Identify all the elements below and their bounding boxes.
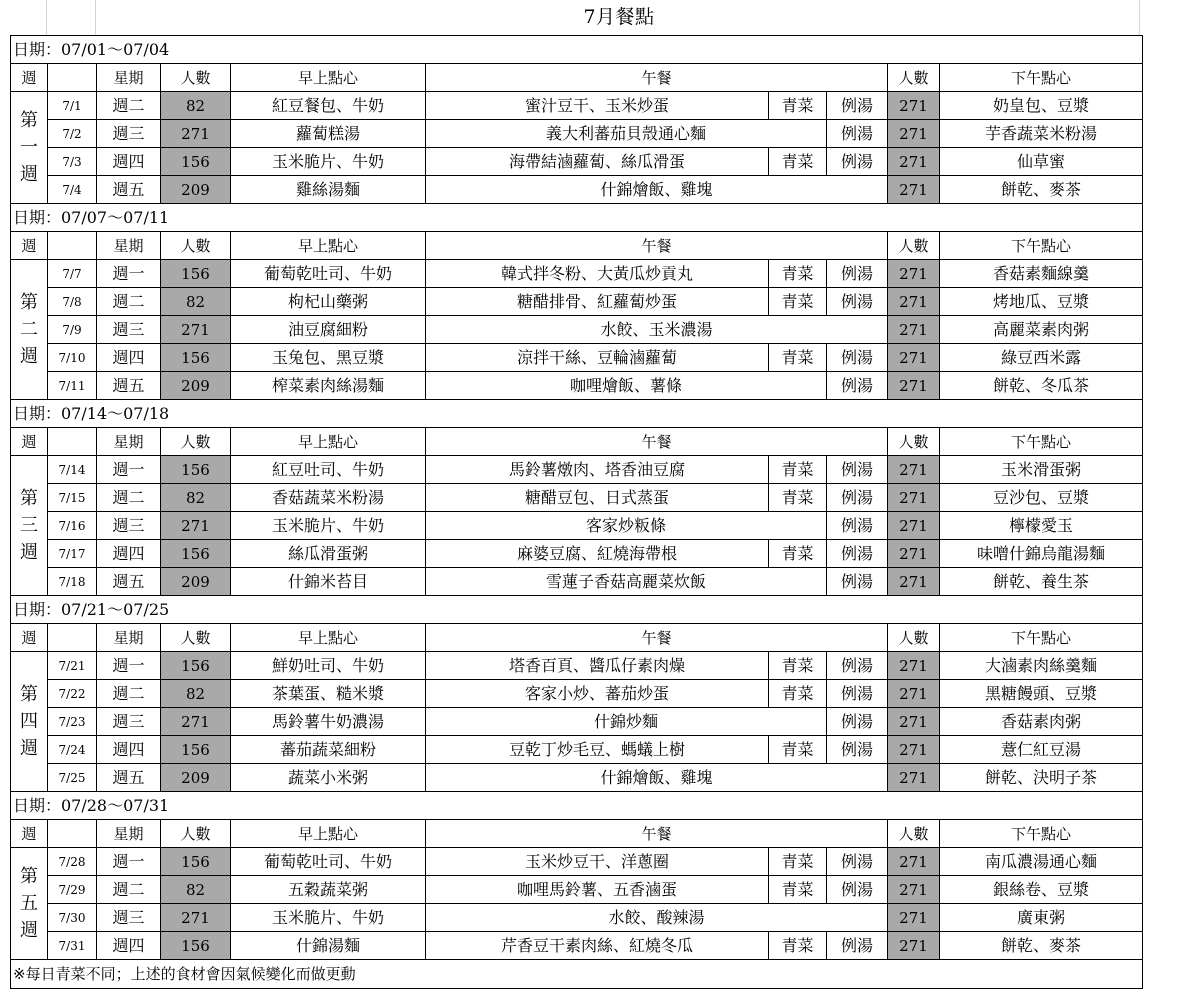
date-range: 日期：07/21～07/25 <box>11 596 1143 624</box>
table-row <box>11 120 1143 148</box>
soup-cell: 例湯 <box>827 876 888 904</box>
weekday-cell: 週四 <box>97 736 161 764</box>
menu-table <box>10 35 1143 989</box>
date-range-row <box>11 792 1143 820</box>
header-count2: 人數 <box>888 428 940 456</box>
date-cell: 7/17 <box>48 540 97 568</box>
count2-cell: 271 <box>888 876 940 904</box>
count2-cell: 271 <box>888 176 940 204</box>
date-cell: 7/21 <box>48 652 97 680</box>
lunch-cell: 馬鈴薯燉肉、塔香油豆腐 <box>426 456 769 484</box>
weekday-cell: 週五 <box>97 764 161 792</box>
snack-cell: 餅乾、冬瓜茶 <box>940 372 1143 400</box>
snack-cell: 綠豆西米露 <box>940 344 1143 372</box>
header-snack: 下午點心 <box>940 624 1143 652</box>
table-row <box>11 316 1143 344</box>
count-cell: 156 <box>161 652 231 680</box>
header-week: 週 <box>11 624 48 652</box>
header-breakfast: 早上點心 <box>231 820 426 848</box>
date-range: 日期：07/07～07/11 <box>11 204 1143 232</box>
soup-cell: 例湯 <box>827 456 888 484</box>
header-count: 人數 <box>161 624 231 652</box>
soup-cell: 例湯 <box>827 680 888 708</box>
lunch-cell: 芹香豆干素肉絲、紅燒冬瓜 <box>426 932 769 960</box>
soup-cell: 例湯 <box>827 848 888 876</box>
count-cell: 271 <box>161 904 231 932</box>
table-row <box>11 876 1143 904</box>
header-count: 人數 <box>161 820 231 848</box>
veg-cell: 青菜 <box>769 652 827 680</box>
count-cell: 82 <box>161 484 231 512</box>
header-count: 人數 <box>161 232 231 260</box>
breakfast-cell: 榨菜素肉絲湯麵 <box>231 372 426 400</box>
count-cell: 156 <box>161 736 231 764</box>
count-cell: 82 <box>161 92 231 120</box>
table-row <box>11 764 1143 792</box>
weekday-cell: 週三 <box>97 120 161 148</box>
table-row <box>11 540 1143 568</box>
table-row <box>11 372 1143 400</box>
count-cell: 271 <box>161 708 231 736</box>
lunch-cell: 水餃、玉米濃湯 <box>426 316 888 344</box>
weekday-cell: 週四 <box>97 148 161 176</box>
veg-cell: 青菜 <box>769 456 827 484</box>
weekday-cell: 週三 <box>97 316 161 344</box>
date-cell: 7/30 <box>48 904 97 932</box>
lunch-cell: 涼拌干絲、豆輪滷蘿蔔 <box>426 344 769 372</box>
snack-cell: 香菇素麵線羹 <box>940 260 1143 288</box>
breakfast-cell: 五穀蔬菜粥 <box>231 876 426 904</box>
week-label <box>11 92 48 204</box>
header-week: 週 <box>11 820 48 848</box>
lunch-cell: 糖醋排骨、紅蘿蔔炒蛋 <box>426 288 769 316</box>
snack-cell: 芋香蔬菜米粉湯 <box>940 120 1143 148</box>
date-cell: 7/10 <box>48 344 97 372</box>
date-cell: 7/8 <box>48 288 97 316</box>
breakfast-cell: 鮮奶吐司、牛奶 <box>231 652 426 680</box>
breakfast-cell: 香菇蔬菜米粉湯 <box>231 484 426 512</box>
header-breakfast: 早上點心 <box>231 624 426 652</box>
veg-cell: 青菜 <box>769 876 827 904</box>
snack-cell: 高麗菜素肉粥 <box>940 316 1143 344</box>
count-cell: 156 <box>161 344 231 372</box>
date-range: 日期：07/01～07/04 <box>11 36 1143 64</box>
header-breakfast: 早上點心 <box>231 428 426 456</box>
breakfast-cell: 什錦湯麵 <box>231 932 426 960</box>
header-row <box>11 624 1143 652</box>
count2-cell: 271 <box>888 372 940 400</box>
weekday-cell: 週四 <box>97 344 161 372</box>
header-weekday: 星期 <box>97 428 161 456</box>
snack-cell: 餅乾、麥茶 <box>940 932 1143 960</box>
breakfast-cell: 紅豆吐司、牛奶 <box>231 456 426 484</box>
date-cell: 7/2 <box>48 120 97 148</box>
veg-cell: 青菜 <box>769 92 827 120</box>
weekday-cell: 週一 <box>97 260 161 288</box>
count-cell: 82 <box>161 876 231 904</box>
count-cell: 271 <box>161 120 231 148</box>
lunch-cell: 咖哩燴飯、薯條 <box>426 372 827 400</box>
veg-cell: 青菜 <box>769 148 827 176</box>
lunch-cell: 海帶結滷蘿蔔、絲瓜滑蛋 <box>426 148 769 176</box>
table-row <box>11 484 1143 512</box>
table-row <box>11 848 1143 876</box>
header-lunch: 午餐 <box>426 624 888 652</box>
count-cell: 156 <box>161 456 231 484</box>
table-row <box>11 736 1143 764</box>
week-label <box>11 848 48 960</box>
table-row <box>11 512 1143 540</box>
date-cell: 7/1 <box>48 92 97 120</box>
table-row <box>11 456 1143 484</box>
count2-cell: 271 <box>888 904 940 932</box>
snack-cell: 豆沙包、豆漿 <box>940 484 1143 512</box>
header-breakfast: 早上點心 <box>231 64 426 92</box>
snack-cell: 薏仁紅豆湯 <box>940 736 1143 764</box>
breakfast-cell: 雞絲湯麵 <box>231 176 426 204</box>
veg-cell: 青菜 <box>769 288 827 316</box>
date-cell: 7/25 <box>48 764 97 792</box>
snack-cell: 大滷素肉絲羹麵 <box>940 652 1143 680</box>
breakfast-cell: 葡萄乾吐司、牛奶 <box>231 848 426 876</box>
header-count: 人數 <box>161 64 231 92</box>
soup-cell: 例湯 <box>827 148 888 176</box>
date-cell: 7/11 <box>48 372 97 400</box>
header-breakfast: 早上點心 <box>231 232 426 260</box>
count-cell: 156 <box>161 848 231 876</box>
header-row <box>11 64 1143 92</box>
weekday-cell: 週二 <box>97 288 161 316</box>
snack-cell: 銀絲卷、豆漿 <box>940 876 1143 904</box>
date-cell: 7/23 <box>48 708 97 736</box>
count-cell: 156 <box>161 540 231 568</box>
breakfast-cell: 玉米脆片、牛奶 <box>231 148 426 176</box>
header-count: 人數 <box>161 428 231 456</box>
breakfast-cell: 油豆腐細粉 <box>231 316 426 344</box>
breakfast-cell: 蘿蔔糕湯 <box>231 120 426 148</box>
lunch-cell: 客家小炒、蕃茄炒蛋 <box>426 680 769 708</box>
date-cell: 7/29 <box>48 876 97 904</box>
header-week: 週 <box>11 64 48 92</box>
table-row <box>11 652 1143 680</box>
date-range-row <box>11 596 1143 624</box>
count2-cell: 271 <box>888 736 940 764</box>
weekday-cell: 週五 <box>97 372 161 400</box>
snack-cell: 餅乾、決明子茶 <box>940 764 1143 792</box>
date-cell: 7/9 <box>48 316 97 344</box>
breakfast-cell: 玉米脆片、牛奶 <box>231 512 426 540</box>
count2-cell: 271 <box>888 92 940 120</box>
table-row <box>11 932 1143 960</box>
breakfast-cell: 蕃茄蔬菜細粉 <box>231 736 426 764</box>
snack-cell: 餅乾、養生茶 <box>940 568 1143 596</box>
count2-cell: 271 <box>888 456 940 484</box>
count-cell: 209 <box>161 764 231 792</box>
lunch-cell: 什錦燴飯、雞塊 <box>426 176 888 204</box>
veg-cell: 青菜 <box>769 260 827 288</box>
header-weekday: 星期 <box>97 232 161 260</box>
header-week: 週 <box>11 428 48 456</box>
table-row <box>11 344 1143 372</box>
date-cell: 7/28 <box>48 848 97 876</box>
count2-cell: 271 <box>888 288 940 316</box>
snack-cell: 味噌什錦烏龍湯麵 <box>940 540 1143 568</box>
date-range: 日期：07/28～07/31 <box>11 792 1143 820</box>
soup-cell: 例湯 <box>827 652 888 680</box>
weekday-cell: 週四 <box>97 540 161 568</box>
veg-cell: 青菜 <box>769 484 827 512</box>
count-cell: 209 <box>161 372 231 400</box>
lunch-cell: 雪蓮子香菇高麗菜炊飯 <box>426 568 827 596</box>
week-label-text: 第三週 <box>20 488 38 563</box>
week-label <box>11 652 48 792</box>
count2-cell: 271 <box>888 120 940 148</box>
page-title: 7月餐點 <box>583 6 655 28</box>
table-row <box>11 148 1143 176</box>
date-range-row <box>11 204 1143 232</box>
weekday-cell: 週四 <box>97 932 161 960</box>
week-label-text: 第四週 <box>20 684 38 759</box>
header-count2: 人數 <box>888 232 940 260</box>
breakfast-cell: 枸杞山藥粥 <box>231 288 426 316</box>
snack-cell: 奶皇包、豆漿 <box>940 92 1143 120</box>
date-cell: 7/22 <box>48 680 97 708</box>
header-row <box>11 232 1143 260</box>
count2-cell: 271 <box>888 848 940 876</box>
soup-cell: 例湯 <box>827 512 888 540</box>
count-cell: 156 <box>161 932 231 960</box>
snack-cell: 廣東粥 <box>940 904 1143 932</box>
header-weekday: 星期 <box>97 624 161 652</box>
snack-cell: 檸檬愛玉 <box>940 512 1143 540</box>
header-date <box>48 820 97 848</box>
soup-cell: 例湯 <box>827 344 888 372</box>
date-cell: 7/4 <box>48 176 97 204</box>
soup-cell: 例湯 <box>827 708 888 736</box>
weekday-cell: 週二 <box>97 484 161 512</box>
veg-cell: 青菜 <box>769 540 827 568</box>
date-range-row <box>11 400 1143 428</box>
lunch-cell: 豆乾丁炒毛豆、螞蟻上樹 <box>426 736 769 764</box>
lunch-cell: 什錦炒麵 <box>426 708 827 736</box>
count-cell: 271 <box>161 316 231 344</box>
header-row <box>11 820 1143 848</box>
lunch-cell: 塔香百頁、醬瓜仔素肉燥 <box>426 652 769 680</box>
header-snack: 下午點心 <box>940 232 1143 260</box>
count2-cell: 271 <box>888 540 940 568</box>
header-count2: 人數 <box>888 820 940 848</box>
header-snack: 下午點心 <box>940 64 1143 92</box>
snack-cell: 餅乾、麥茶 <box>940 176 1143 204</box>
count2-cell: 271 <box>888 652 940 680</box>
count-cell: 209 <box>161 176 231 204</box>
soup-cell: 例湯 <box>827 932 888 960</box>
header-date <box>48 232 97 260</box>
header-weekday: 星期 <box>97 820 161 848</box>
lunch-cell: 什錦燴飯、雞塊 <box>426 764 888 792</box>
footnote-row <box>11 960 1143 989</box>
count2-cell: 271 <box>888 932 940 960</box>
week-label-text: 第一週 <box>20 110 38 185</box>
soup-cell: 例湯 <box>827 92 888 120</box>
count2-cell: 271 <box>888 316 940 344</box>
count2-cell: 271 <box>888 344 940 372</box>
lunch-cell: 咖哩馬鈴薯、五香滷蛋 <box>426 876 769 904</box>
date-cell: 7/15 <box>48 484 97 512</box>
date-range: 日期：07/14～07/18 <box>11 400 1143 428</box>
header-row <box>11 428 1143 456</box>
weekday-cell: 週五 <box>97 176 161 204</box>
soup-cell: 例湯 <box>827 736 888 764</box>
breakfast-cell: 馬鈴薯牛奶濃湯 <box>231 708 426 736</box>
count2-cell: 271 <box>888 680 940 708</box>
breakfast-cell: 紅豆餐包、牛奶 <box>231 92 426 120</box>
veg-cell: 青菜 <box>769 932 827 960</box>
weekday-cell: 週一 <box>97 456 161 484</box>
date-range-row <box>11 36 1143 64</box>
count2-cell: 271 <box>888 260 940 288</box>
count2-cell: 271 <box>888 512 940 540</box>
count-cell: 82 <box>161 680 231 708</box>
soup-cell: 例湯 <box>827 288 888 316</box>
soup-cell: 例湯 <box>827 120 888 148</box>
week-label <box>11 456 48 596</box>
weekday-cell: 週二 <box>97 680 161 708</box>
count-cell: 82 <box>161 288 231 316</box>
lunch-cell: 義大利蕃茄貝殼通心麵 <box>426 120 827 148</box>
header-lunch: 午餐 <box>426 232 888 260</box>
count2-cell: 271 <box>888 568 940 596</box>
table-row <box>11 92 1143 120</box>
table-row <box>11 904 1143 932</box>
count-cell: 156 <box>161 148 231 176</box>
snack-cell: 香菇素肉粥 <box>940 708 1143 736</box>
veg-cell: 青菜 <box>769 848 827 876</box>
footnote: ※每日青菜不同；上述的食材會因氣候變化而做更動 <box>11 960 1143 989</box>
date-cell: 7/31 <box>48 932 97 960</box>
date-cell: 7/7 <box>48 260 97 288</box>
weekday-cell: 週一 <box>97 652 161 680</box>
veg-cell: 青菜 <box>769 736 827 764</box>
weekday-cell: 週一 <box>97 848 161 876</box>
breakfast-cell: 葡萄乾吐司、牛奶 <box>231 260 426 288</box>
table-row <box>11 568 1143 596</box>
veg-cell: 青菜 <box>769 680 827 708</box>
header-date <box>48 428 97 456</box>
breakfast-cell: 茶葉蛋、糙米漿 <box>231 680 426 708</box>
snack-cell: 玉米滑蛋粥 <box>940 456 1143 484</box>
header-date <box>48 64 97 92</box>
weekday-cell: 週三 <box>97 708 161 736</box>
count2-cell: 271 <box>888 148 940 176</box>
count2-cell: 271 <box>888 764 940 792</box>
soup-cell: 例湯 <box>827 484 888 512</box>
count2-cell: 271 <box>888 708 940 736</box>
count2-cell: 271 <box>888 484 940 512</box>
header-week: 週 <box>11 232 48 260</box>
date-cell: 7/14 <box>48 456 97 484</box>
weekday-cell: 週三 <box>97 512 161 540</box>
date-cell: 7/24 <box>48 736 97 764</box>
header-lunch: 午餐 <box>426 820 888 848</box>
week-label-text: 第五週 <box>20 866 38 941</box>
snack-cell: 南瓜濃湯通心麵 <box>940 848 1143 876</box>
lunch-cell: 韓式拌冬粉、大黃瓜炒貢丸 <box>426 260 769 288</box>
weekday-cell: 週二 <box>97 876 161 904</box>
soup-cell: 例湯 <box>827 260 888 288</box>
soup-cell: 例湯 <box>827 568 888 596</box>
week-label-text: 第二週 <box>20 292 38 367</box>
header-lunch: 午餐 <box>426 428 888 456</box>
soup-cell: 例湯 <box>827 372 888 400</box>
date-cell: 7/16 <box>48 512 97 540</box>
count-cell: 156 <box>161 260 231 288</box>
lunch-cell: 客家炒粄條 <box>426 512 827 540</box>
weekday-cell: 週二 <box>97 92 161 120</box>
breakfast-cell: 玉米脆片、牛奶 <box>231 904 426 932</box>
lunch-cell: 玉米炒豆干、洋蔥圈 <box>426 848 769 876</box>
snack-cell: 仙草蜜 <box>940 148 1143 176</box>
header-snack: 下午點心 <box>940 820 1143 848</box>
breakfast-cell: 絲瓜滑蛋粥 <box>231 540 426 568</box>
table-row <box>11 708 1143 736</box>
header-date <box>48 624 97 652</box>
breakfast-cell: 蔬菜小米粥 <box>231 764 426 792</box>
week-label <box>11 260 48 400</box>
date-cell: 7/3 <box>48 148 97 176</box>
lunch-cell: 蜜汁豆干、玉米炒蛋 <box>426 92 769 120</box>
header-lunch: 午餐 <box>426 64 888 92</box>
weekday-cell: 週五 <box>97 568 161 596</box>
count-cell: 271 <box>161 512 231 540</box>
table-row <box>11 260 1143 288</box>
count-cell: 209 <box>161 568 231 596</box>
header-snack: 下午點心 <box>940 428 1143 456</box>
header-count2: 人數 <box>888 64 940 92</box>
weekday-cell: 週三 <box>97 904 161 932</box>
table-row <box>11 288 1143 316</box>
veg-cell: 青菜 <box>769 344 827 372</box>
lunch-cell: 水餃、酸辣湯 <box>426 904 888 932</box>
snack-cell: 烤地瓜、豆漿 <box>940 288 1143 316</box>
breakfast-cell: 玉兔包、黑豆漿 <box>231 344 426 372</box>
date-cell: 7/18 <box>48 568 97 596</box>
snack-cell: 黑糖饅頭、豆漿 <box>940 680 1143 708</box>
header-weekday: 星期 <box>97 64 161 92</box>
breakfast-cell: 什錦米苔目 <box>231 568 426 596</box>
table-row <box>11 680 1143 708</box>
lunch-cell: 糖醋豆包、日式蒸蛋 <box>426 484 769 512</box>
soup-cell: 例湯 <box>827 540 888 568</box>
lunch-cell: 麻婆豆腐、紅燒海帶根 <box>426 540 769 568</box>
table-row <box>11 176 1143 204</box>
header-count2: 人數 <box>888 624 940 652</box>
